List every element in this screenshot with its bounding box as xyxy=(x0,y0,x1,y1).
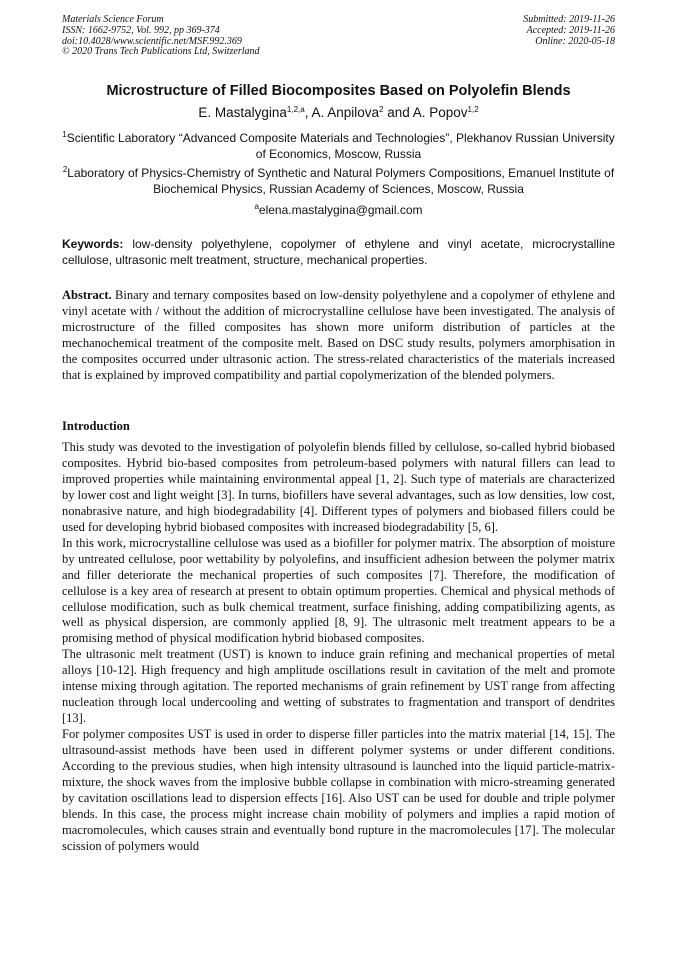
introduction-heading: Introduction xyxy=(62,419,130,433)
abstract-label: Abstract. xyxy=(62,288,112,302)
abstract-text: Binary and ternary composites based on low-density polyethylene and a copolymer of ethylene and vinyl acetate with / without the addition of microcrystalline cellulose have been investigated. The analysis of microstructure of the filled composites has shown more uniform distribution of particles at the mechanochemical treatment of the composite melt. Based on DSC study results, polymers amorphisation in the composites occurred under ultrasonic action. The stress-related characteristics of the materials increased that is explained by improved compatibility and partial copolymerization of the blended polymers. xyxy=(62,288,615,383)
copyright: © 2020 Trans Tech Publications Ltd, Switzerland xyxy=(62,46,260,58)
issn-volume: ISSN: 1662-9752, Vol. 992, pp 369-374 xyxy=(62,24,220,36)
email-sup: a xyxy=(254,202,259,211)
author-separator: , xyxy=(304,105,312,120)
affiliation-sup: 1 xyxy=(62,130,67,139)
introduction-paragraph: This study was devoted to the investigation of polyolefin blends filled by cellulose, so-called hybrid biobased composites. Hybrid bio-based composites from petroleum-based polymers with natural fillers can lead to improved properties while maintaining environmental appeal [1, 2]. Such type of materials are characterized by lower cost and light weight [3]. In turns, biofillers have several advantages, such as low densities, low cost, nonabrasive nature, and high biodegradability [4]. Different types of polymers and biobased fillers could be used for developing hybrid biobased composites with increased biodegradability [5, 6]. xyxy=(62,440,615,534)
submitted-date: Submitted: 2019-11-26 xyxy=(523,14,615,25)
affiliation-sup: 2 xyxy=(62,165,68,174)
introduction-body xyxy=(62,440,615,855)
journal-header-left xyxy=(62,15,260,58)
introduction-paragraph: For polymer composites UST is used in order to disperse filler particles into the matrix material [14, 15]. The ultrasound-assist methods have been used in different polymer systems or under different conditions. According to the previous studies, when high intensity ultrasound is launched into the liquid particle-matrix-mixture, the shock waves from the implosive bubble collapse in combination with micro-streaming generated by cavitation oscillations lead to dispersion effects [16]. Also UST can be used for double and triple polymer blends. In this case, the process might increase chain mobility of polymers and implies a rapid motion of macromolecules, which causes strain and eventually bond rupture in the macromolecules [17]. The molecular scission of polymers would xyxy=(62,727,615,853)
author-sup: 1,2,a xyxy=(286,105,305,114)
introduction-paragraph: The ultrasonic melt treatment (UST) is known to induce grain refining and mechanical properties of metal alloys [10-12]. High frequency and high amplitude oscillations result in cavitation of the melt and promote intense mixing through agitation. The reported mechanisms of grain refinement by UST range from affecting nucleation through local undercooling and wetting of substrates to fragmentation and transport of dendrites [13]. xyxy=(62,647,615,726)
abstract-section xyxy=(62,287,615,384)
journal-header-right xyxy=(523,15,615,47)
affiliation-1 xyxy=(62,130,615,162)
keywords-label: Keywords: xyxy=(62,237,124,251)
email-address[interactable]: elena.mastalygina@gmail.com xyxy=(258,203,423,217)
author-name: A. Popov xyxy=(412,105,468,120)
author-sup: 1,2 xyxy=(467,105,479,114)
affiliation-text: Scientific Laboratory “Advanced Composite Materials and Technologies”, Plekhanov Russian University of Economics, Moscow, Russia xyxy=(66,131,615,161)
keywords-text: low-density polyethylene, copolymer of ethylene and vinyl acetate, microcrystalline cellulose, ultrasonic melt treatment, structure, mechanical properties. xyxy=(62,237,615,267)
author-sup: 2 xyxy=(379,105,384,114)
affiliation-2 xyxy=(62,165,615,197)
accepted-date: Accepted: 2019-11-26 xyxy=(526,24,615,36)
corresponding-email xyxy=(62,202,615,218)
author-name: A. Anpilova xyxy=(311,105,379,120)
author-list xyxy=(62,104,615,122)
journal-name: Materials Science Forum xyxy=(62,14,164,25)
introduction-paragraph: In this work, microcrystalline cellulose was used as a biofiller for polymer matrix. The absorption of moisture by untreated cellulose, poor wettability by polyolefins, and insufficient adhesion between the polymer matrix and filler deteriorate the mechanical properties of such composites [7]. Therefore, the modification of cellulose is a key area of research at present to obtain optimum properties. Chemical and physical methods of cellulose modification, such as bulk chemical treatment, surface finishing, adding compatibilizing agents, as well as physical dispersion, are commonly applied [8, 9]. The ultrasonic melt treatment appears to be a promising method of physical modification hybrid biobased composites. xyxy=(62,535,615,646)
paper-title: Microstructure of Filled Biocomposites Based on Polyolefin Blends xyxy=(106,83,571,99)
online-date: Online: 2020-05-18 xyxy=(535,35,615,47)
affiliation-text: Laboratory of Physics-Chemistry of Synthetic and Natural Polymers Compositions, Emanuel Institute of Biochemical Physics, Russian Academy of Sciences, Moscow, Russia xyxy=(67,166,615,196)
keywords-section xyxy=(62,237,615,268)
doi: doi:10.4028/www.scientific.net/MSF.992.369 xyxy=(62,35,242,47)
author-name: E. Mastalygina xyxy=(198,105,287,120)
author-separator: and xyxy=(383,105,413,120)
